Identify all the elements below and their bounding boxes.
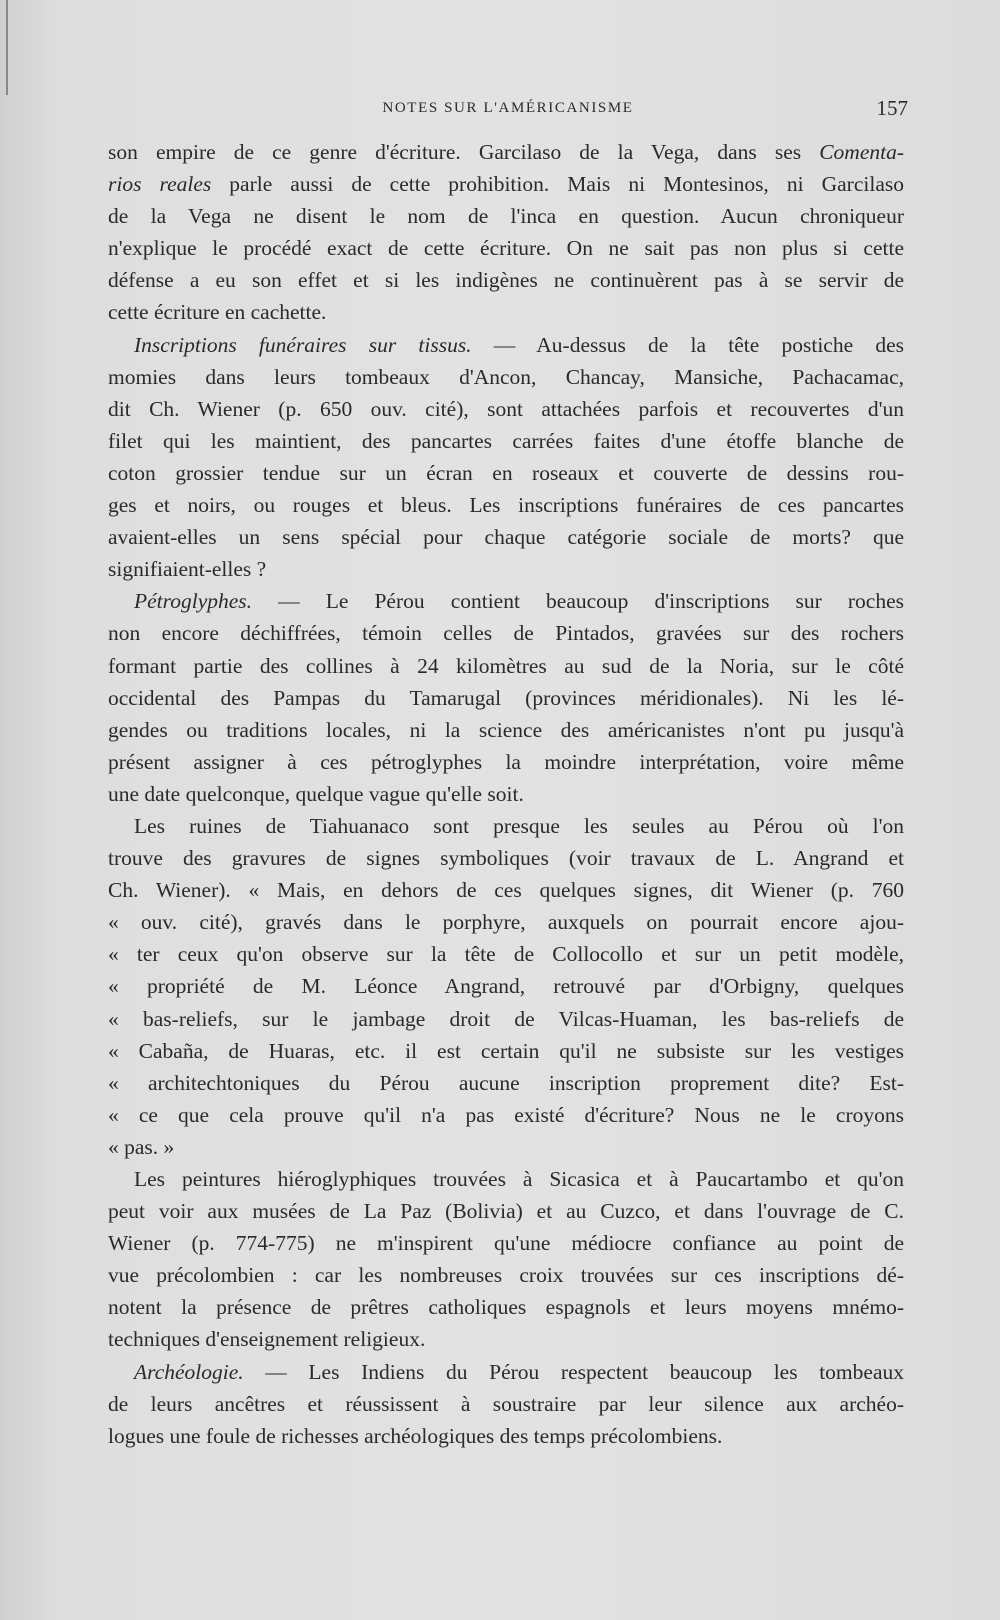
text-line: Archéologie. — Les Indiens du Pérou respectent beaucoup les tombeaux — [134, 1359, 904, 1384]
italic-title: rios reales — [108, 172, 212, 197]
text-line: signifiaient-elles ? — [108, 557, 267, 582]
paragraph-3 — [108, 585, 904, 810]
text-line: trouve des gravures de signes symboliques (voir travaux de L. Angrand et — [108, 846, 904, 871]
text-line: techniques d'enseignement religieux. — [108, 1327, 426, 1352]
text-line: dit Ch. Wiener (p. 650 ouv. cité), sont attachées parfois et recouvertes d'un — [108, 396, 904, 421]
paragraph-4 — [108, 810, 904, 1163]
text-line: Inscriptions funéraires sur tissus. — Au-dessus de la tête postiche des — [134, 332, 904, 357]
page-number: 157 — [876, 96, 908, 120]
text-line: son empire de ce genre d'écriture. Garcilaso de la Vega, dans ses Comenta- — [108, 140, 904, 164]
text-line: « propriété de M. Léonce Angrand, retrouvé par d'Orbigny, quelques — [108, 974, 904, 999]
text-line: gendes ou traditions locales, ni la science des américanistes n'ont pu jusqu'à — [108, 717, 904, 742]
text-line: Pétroglyphes. — Le Pérou contient beaucoup d'inscriptions sur roches — [134, 589, 904, 614]
text-line: notent la présence de prêtres catholiques espagnols et leurs moyens mnémo- — [108, 1295, 904, 1320]
paragraph-1 — [108, 136, 904, 329]
text-line: « Cabaña, de Huaras, etc. il est certain qu'il ne subsiste sur les vestiges — [108, 1038, 904, 1063]
text-line: non encore déchiffrées, témoin celles de Pintados, gravées sur des rochers — [108, 621, 904, 646]
text-line: cette écriture en cachette. — [108, 300, 327, 325]
text-line: Les ruines de Tiahuanaco sont presque les seules au Pérou où l'on — [134, 813, 904, 838]
text-line: n'explique le procédé exact de cette écriture. On ne sait pas non plus si cette — [108, 236, 904, 261]
section-heading: Inscriptions funéraires sur tissus. — [134, 332, 472, 357]
text-line: formant partie des collines à 24 kilomètres au sud de la Noria, sur le côté — [108, 653, 904, 678]
paragraph-2 — [108, 329, 904, 586]
text-line: « ter ceux qu'on observe sur la tête de Collocollo et sur un petit modèle, — [108, 942, 904, 967]
text-line: coton grossier tendue sur un écran en roseaux et couverte de dessins rou- — [108, 460, 904, 485]
text-line: logues une foule de richesses archéologiques des temps précolombiens. — [108, 1423, 723, 1448]
paragraph-5 — [108, 1163, 904, 1356]
body-text — [108, 136, 904, 1452]
text-line: occidental des Pampas du Tamarugal (provinces méridionales). Ni les lé- — [108, 685, 904, 710]
text-line: de la Vega ne disent le nom de l'inca en question. Aucun chroniqueur — [108, 204, 904, 229]
text-line: de leurs ancêtres et réussissent à soustraire par leur silence aux archéo- — [108, 1391, 904, 1416]
text-line: rios reales parle aussi de cette prohibition. Mais ni Montesinos, ni Garcilaso — [108, 172, 904, 197]
page-header — [108, 96, 908, 126]
running-head: NOTES SUR L'AMÉRICANISME — [382, 100, 634, 116]
text-line: momies dans leurs tombeaux d'Ancon, Chancay, Mansiche, Pachacamac, — [108, 364, 904, 389]
section-heading: Archéologie. — [134, 1359, 244, 1384]
text-line: Les peintures hiéroglyphiques trouvées à Sicasica et à Paucartambo et qu'on — [134, 1167, 904, 1191]
text-line: présent assigner à ces pétroglyphes la moindre interprétation, voire même — [108, 749, 904, 774]
text-line: avaient-elles un sens spécial pour chaque catégorie sociale de morts? que — [108, 525, 904, 550]
text-line: « architechtoniques du Pérou aucune inscription proprement dite? Est- — [108, 1070, 904, 1095]
text-line: « bas-reliefs, sur le jambage droit de Vilcas-Huaman, les bas-reliefs de — [108, 1006, 904, 1031]
text-line: « ouv. cité), gravés dans le porphyre, auxquels on pourrait encore ajou- — [108, 910, 904, 935]
text-line: filet qui les maintient, des pancartes carrées faites d'une étoffe blanche de — [108, 428, 904, 453]
text-line: défense a eu son effet et si les indigènes ne continuèrent pas à se servir de — [108, 268, 904, 293]
paragraph-6 — [108, 1356, 904, 1452]
text-line: ges et noirs, ou rouges et bleus. Les inscriptions funéraires de ces pancartes — [108, 493, 904, 518]
text-line: « pas. » — [108, 1134, 175, 1159]
italic-title: Comenta- — [819, 140, 904, 164]
text-line: une date quelconque, quelque vague qu'elle soit. — [108, 781, 524, 806]
text-line: Ch. Wiener). « Mais, en dehors de ces quelques signes, dit Wiener (p. 760 — [108, 878, 904, 903]
text-line: « ce que cela prouve qu'il n'a pas existé d'écriture? Nous ne le croyons — [108, 1102, 904, 1127]
section-heading: Pétroglyphes. — [134, 589, 253, 614]
text-line: Wiener (p. 774-775) ne m'inspirent qu'une médiocre confiance au point de — [108, 1231, 904, 1256]
text-line: vue précolombien : car les nombreuses croix trouvées sur ces inscriptions dé- — [108, 1263, 904, 1288]
text-line: peut voir aux musées de La Paz (Bolivia) et au Cuzco, et dans l'ouvrage de C. — [108, 1199, 904, 1224]
page-edge-line — [6, 0, 8, 95]
